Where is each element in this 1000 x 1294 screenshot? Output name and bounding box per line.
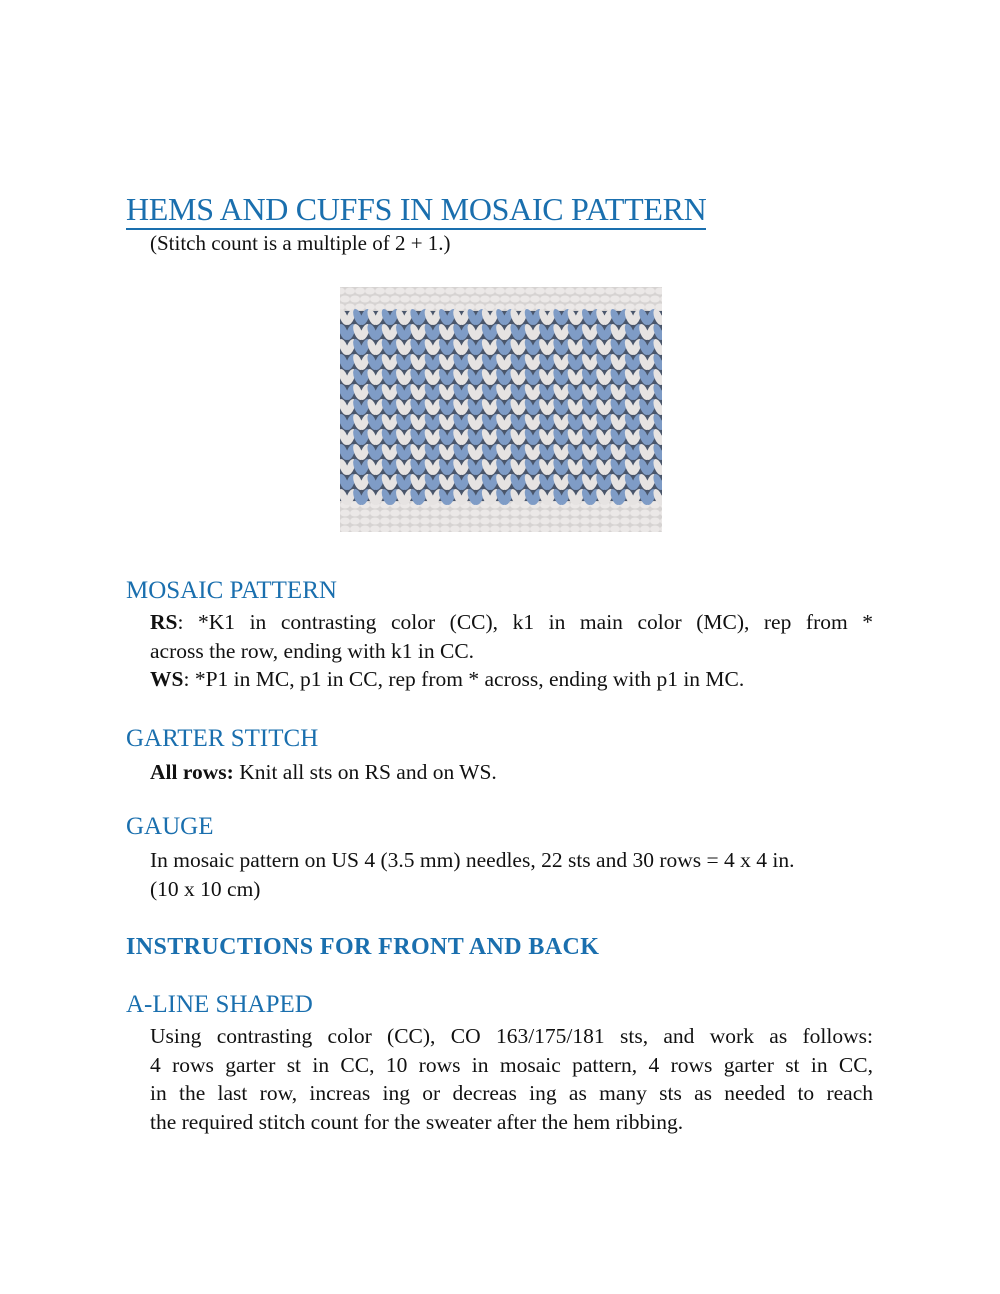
- garter-stitch-bump: [420, 296, 430, 303]
- gauge-line-2: (10 x 10 cm): [150, 876, 261, 901]
- garter-stitch-bump: [525, 288, 535, 295]
- garter-stitch-bump: [380, 518, 390, 525]
- gauge-text: [150, 846, 873, 903]
- a-line-line-1: Using contrasting color (CC), CO 163/175/181 sts, and work as follows:: [150, 1024, 873, 1048]
- garter-stitch-bump: [470, 296, 480, 303]
- garter-stitch-bump: [555, 288, 565, 295]
- garter-stitch-bump: [615, 288, 625, 295]
- garter-stitch-bump: [360, 518, 370, 525]
- garter-stitch-bump: [490, 518, 500, 525]
- all-rows-label: All rows:: [150, 760, 234, 784]
- garter-stitch-bump: [420, 518, 430, 525]
- garter-stitch-bump: [370, 518, 380, 525]
- garter-stitch-bump: [590, 518, 600, 525]
- garter-stitch-bump: [640, 510, 650, 517]
- garter-stitch-bump: [595, 288, 605, 295]
- garter-stitch-bump: [410, 510, 420, 517]
- garter-stitch-bump: [635, 288, 645, 295]
- garter-stitch-bump: [530, 518, 540, 525]
- garter-stitch-bump: [580, 510, 590, 517]
- garter-stitch-bump: [565, 288, 575, 295]
- heading-garter-stitch: GARTER STITCH: [126, 725, 319, 752]
- garter-stitch-bump: [505, 288, 515, 295]
- garter-stitch-bump: [500, 510, 510, 517]
- garter-stitch-bump: [645, 288, 655, 295]
- garter-stitch-bump: [590, 510, 600, 517]
- ws-text: : *P1 in MC, p1 in CC, rep from * across, ending with p1 in MC.: [183, 667, 745, 691]
- garter-stitch-bump: [470, 510, 480, 517]
- garter-stitch-bump: [425, 288, 435, 295]
- garter-stitch-bump: [570, 518, 580, 525]
- rs-row-line-2: across the row, ending with k1 in CC.: [150, 638, 475, 663]
- garter-stitch-bump: [415, 288, 425, 295]
- rs-label: RS: [150, 610, 178, 634]
- garter-stitch-bump: [610, 296, 620, 303]
- garter-stitch-instructions: [150, 758, 873, 787]
- garter-stitch-bump: [510, 510, 520, 517]
- garter-stitch-bump: [370, 510, 380, 517]
- garter-stitch-bump: [520, 518, 530, 525]
- garter-stitch-bump: [490, 510, 500, 517]
- garter-stitch-bump: [390, 510, 400, 517]
- garter-stitch-bump: [600, 510, 610, 517]
- garter-stitch-bump: [585, 288, 595, 295]
- mosaic-pattern-instructions: [150, 608, 873, 694]
- garter-stitch-bump: [480, 296, 490, 303]
- garter-stitch-bump: [590, 296, 600, 303]
- garter-stitch-bump: [630, 510, 640, 517]
- garter-stitch-bump: [535, 288, 545, 295]
- garter-stitch-bump: [440, 296, 450, 303]
- garter-stitch-bump: [380, 510, 390, 517]
- garter-stitch-bump: [400, 510, 410, 517]
- garter-stitch-bump: [520, 296, 530, 303]
- garter-stitch-bump: [560, 518, 570, 525]
- garter-stitch-bump: [545, 288, 555, 295]
- swatch-illustration: [340, 287, 662, 532]
- garter-stitch-bump: [475, 288, 485, 295]
- knitted-swatch-image: [340, 287, 662, 532]
- garter-stitch-bump: [350, 296, 360, 303]
- garter-stitch-bump: [515, 288, 525, 295]
- garter-stitch-bump: [420, 510, 430, 517]
- stitch-count-note: (Stitch count is a multiple of 2 + 1.): [150, 231, 451, 255]
- garter-stitch-bump: [390, 296, 400, 303]
- garter-stitch-bump: [610, 518, 620, 525]
- garter-stitch-bump: [530, 296, 540, 303]
- garter-stitch-bump: [430, 296, 440, 303]
- garter-stitch-bump: [600, 296, 610, 303]
- ws-label: WS: [150, 667, 184, 691]
- garter-stitch-bump: [480, 510, 490, 517]
- ws-row-line: [150, 665, 873, 694]
- garter-stitch-bump: [605, 288, 615, 295]
- garter-stitch-bump: [620, 296, 630, 303]
- a-line-line-2: 4 rows garter st in CC, 10 rows in mosaic pattern, 4 rows garter st in CC,: [150, 1052, 873, 1077]
- garter-stitch-bump: [355, 288, 365, 295]
- garter-stitch-bump: [640, 518, 650, 525]
- garter-stitch-bump: [450, 510, 460, 517]
- garter-stitch-bump: [375, 288, 385, 295]
- garter-stitch-bump: [390, 518, 400, 525]
- garter-line: [150, 758, 873, 787]
- garter-stitch-bump: [540, 510, 550, 517]
- garter-stitch-bump: [520, 510, 530, 517]
- garter-stitch-bump: [410, 296, 420, 303]
- a-line-line-4: the required stitch count for the sweater after the hem ribbing.: [150, 1109, 684, 1134]
- garter-stitch-bump: [340, 296, 350, 303]
- a-line-instructions: [150, 1022, 873, 1136]
- garter-stitch-bump: [550, 296, 560, 303]
- rs-text: : *K1 in contrasting color (CC), k1 in main color (MC), rep from *: [177, 610, 873, 634]
- garter-stitch-bump: [495, 288, 505, 295]
- garter-stitch-bump: [550, 518, 560, 525]
- garter-stitch-bump: [610, 510, 620, 517]
- a-line-line-3: in the last row, increas ing or decreas ing as many sts as needed to reach: [150, 1081, 873, 1105]
- garter-text: Knit all sts on RS and on WS.: [233, 760, 497, 784]
- garter-stitch-bump: [480, 518, 490, 525]
- garter-stitch-bump: [400, 518, 410, 525]
- garter-stitch-bump: [485, 304, 495, 311]
- garter-stitch-bump: [440, 518, 450, 525]
- gauge-line-1: In mosaic pattern on US 4 (3.5 mm) needles, 22 sts and 30 rows = 4 x 4 in.: [150, 848, 795, 872]
- garter-stitch-bump: [620, 510, 630, 517]
- garter-stitch-bump: [460, 518, 470, 525]
- heading-gauge: GAUGE: [126, 813, 214, 840]
- garter-stitch-bump: [385, 304, 395, 311]
- garter-stitch-bump: [340, 510, 350, 517]
- garter-stitch-bump: [395, 288, 405, 295]
- garter-stitch-bump: [650, 296, 660, 303]
- garter-stitch-bump: [540, 518, 550, 525]
- garter-stitch-bump: [340, 518, 350, 525]
- garter-stitch-bump: [510, 296, 520, 303]
- garter-stitch-bump: [530, 510, 540, 517]
- garter-stitch-bump: [430, 510, 440, 517]
- garter-stitch-bump: [510, 518, 520, 525]
- garter-stitch-bump: [450, 296, 460, 303]
- garter-stitch-bump: [400, 296, 410, 303]
- garter-stitch-bump: [620, 518, 630, 525]
- garter-stitch-bump: [570, 510, 580, 517]
- garter-stitch-bump: [430, 518, 440, 525]
- garter-stitch-bump: [600, 518, 610, 525]
- garter-stitch-bump: [650, 518, 660, 525]
- heading-a-line-shaped: A-LINE SHAPED: [126, 991, 313, 1018]
- garter-stitch-bump: [580, 518, 590, 525]
- garter-stitch-bump: [445, 288, 455, 295]
- page-title: HEMS AND CUFFS IN MOSAIC PATTERN: [126, 190, 706, 230]
- garter-stitch-bump: [630, 296, 640, 303]
- garter-stitch-bump: [350, 510, 360, 517]
- garter-stitch-bump: [380, 296, 390, 303]
- garter-stitch-bump: [490, 296, 500, 303]
- garter-stitch-bump: [570, 296, 580, 303]
- garter-stitch-bump: [360, 296, 370, 303]
- garter-stitch-bump: [385, 288, 395, 295]
- garter-stitch-bump: [460, 296, 470, 303]
- garter-stitch-bump: [585, 304, 595, 311]
- heading-mosaic-pattern: MOSAIC PATTERN: [126, 577, 337, 604]
- garter-stitch-bump: [560, 510, 570, 517]
- garter-stitch-bump: [560, 296, 570, 303]
- rs-row-line-1: [150, 608, 873, 637]
- garter-stitch-bump: [485, 288, 495, 295]
- garter-stitch-bump: [580, 296, 590, 303]
- garter-stitch-bump: [370, 296, 380, 303]
- garter-stitch-bump: [650, 510, 660, 517]
- garter-stitch-bump: [410, 518, 420, 525]
- garter-stitch-bump: [550, 510, 560, 517]
- garter-stitch-bump: [465, 288, 475, 295]
- garter-stitch-bump: [345, 288, 355, 295]
- garter-stitch-bump: [500, 296, 510, 303]
- garter-stitch-bump: [500, 518, 510, 525]
- garter-stitch-bump: [350, 518, 360, 525]
- garter-stitch-bump: [365, 288, 375, 295]
- garter-stitch-bump: [450, 518, 460, 525]
- garter-stitch-bump: [470, 518, 480, 525]
- garter-stitch-bump: [625, 288, 635, 295]
- heading-instructions-front-back: INSTRUCTIONS FOR FRONT AND BACK: [126, 934, 600, 960]
- garter-stitch-bump: [640, 296, 650, 303]
- garter-stitch-bump: [360, 510, 370, 517]
- garter-stitch-bump: [440, 510, 450, 517]
- garter-stitch-bump: [460, 510, 470, 517]
- garter-stitch-bump: [575, 288, 585, 295]
- garter-stitch-bump: [435, 288, 445, 295]
- garter-stitch-bump: [405, 288, 415, 295]
- garter-stitch-bump: [630, 518, 640, 525]
- garter-stitch-bump: [455, 288, 465, 295]
- garter-stitch-bump: [540, 296, 550, 303]
